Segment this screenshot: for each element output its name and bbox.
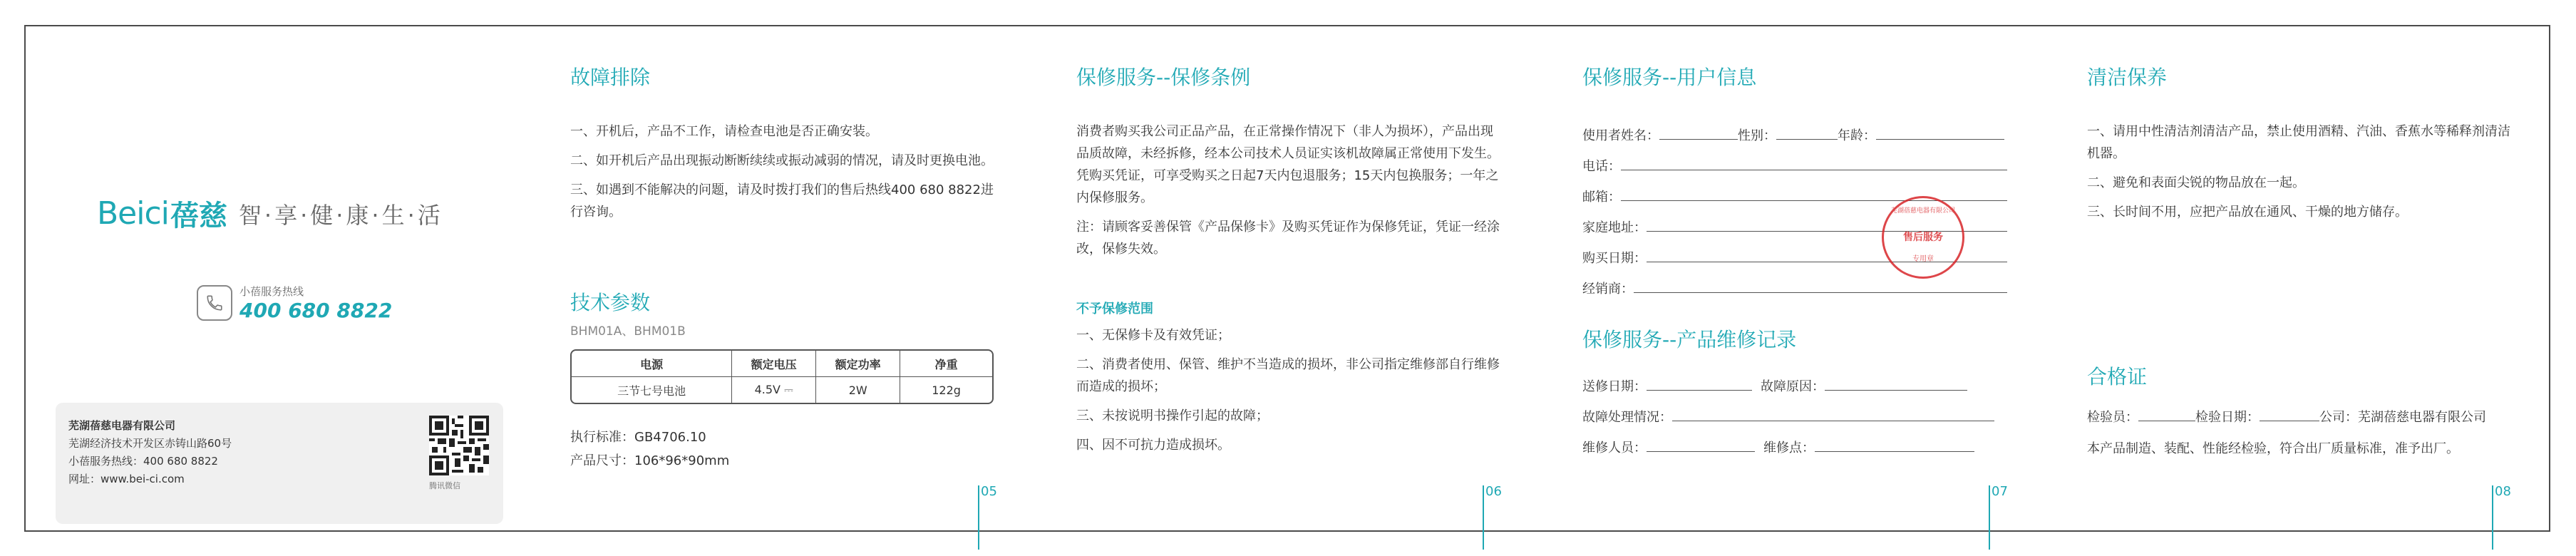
staff-label: 维修人员： <box>1582 441 1647 455</box>
company-info-card <box>56 403 503 524</box>
stamp-sub: 专用章 <box>1912 255 1934 263</box>
send-date-field[interactable] <box>1647 376 1752 391</box>
page-number: 08 <box>2495 484 2511 499</box>
warranty-para: 消费者购买我公司正品产品，在正常操作情况下（非人为损坏），产品出现品质故障，未经拆修，经本公司技术人员证实该机故障属正常使用下发生。凭购买凭证，可享受购买之日起7天内包退服务；15天内包换服务；一年之内保修服务。 <box>1076 124 1500 205</box>
exclusion-title: 不予保修范围 <box>1076 302 1153 316</box>
spec-header-row <box>572 351 992 377</box>
service-line: 小蓓服务热线：400 680 8822 <box>68 455 218 468</box>
page-number: 07 <box>1992 484 2008 499</box>
spec-header: 额定电压 <box>731 351 815 377</box>
reason-field[interactable] <box>1825 376 1967 391</box>
page-user-info <box>1582 25 2010 530</box>
buy-date-label: 购买日期： <box>1582 251 1647 266</box>
point-label: 维修点： <box>1763 441 1815 455</box>
inspector-field[interactable] <box>2138 406 2195 421</box>
company-line: 公司：芜湖蓓慈电器有限公司 <box>2319 410 2486 425</box>
hotline <box>197 284 392 322</box>
spec-table <box>570 349 994 404</box>
spec-header: 电源 <box>572 351 731 377</box>
inspect-date-label: 检验日期： <box>2195 410 2260 425</box>
name-field[interactable] <box>1659 125 1738 140</box>
red-seal-stamp <box>1882 196 1964 279</box>
page-warranty-terms <box>1076 25 1504 530</box>
row-staff <box>1582 437 1974 456</box>
warranty-note: 注：请顾客妥善保管《产品保修卡》及购买凭证作为保修凭证，凭证一经涂改，保修失效。 <box>1076 220 1500 257</box>
cleaning-title: 清洁保养 <box>2087 66 2168 89</box>
spec-header: 净重 <box>900 351 992 377</box>
exclusion-item: 一、无保修卡及有效凭证； <box>1076 328 1230 343</box>
cover-panel <box>26 25 525 530</box>
send-date-label: 送修日期： <box>1582 379 1647 394</box>
phone-field[interactable] <box>1621 155 2007 170</box>
cleaning-item: 一、请用中性清洁剂清洁产品，禁止使用酒精、汽油、香蕉水等稀释剂清洁机器。 <box>2087 124 2510 161</box>
size-text: 产品尺寸：106*96*90mm <box>570 453 730 468</box>
frame-bottom-border <box>24 530 2550 532</box>
qr-code-icon <box>429 416 489 475</box>
model-numbers: BHM01A、BHM01B <box>570 324 686 339</box>
email-field[interactable] <box>1621 186 2007 201</box>
user-info-title: 保修服务--用户信息 <box>1582 66 1757 89</box>
brand-en: Beici <box>97 195 169 232</box>
company-name: 芜湖蓓慈电器有限公司 <box>68 419 176 432</box>
phone-icon <box>197 285 232 321</box>
warranty-body <box>1076 120 1504 267</box>
handling-label: 故障处理情况： <box>1582 410 1672 425</box>
page-cleaning <box>2087 25 2515 530</box>
page-marker-line <box>1483 485 1484 550</box>
standard <box>570 426 706 448</box>
row-send <box>1582 376 1967 395</box>
brand-cn: 蓓慈 <box>170 200 227 232</box>
seller-label: 经销商： <box>1582 282 1634 297</box>
exclusion-item: 四、因不可抗力造成损坏。 <box>1076 438 1230 453</box>
staff-field[interactable] <box>1647 437 1755 452</box>
row-name <box>1582 125 2004 144</box>
gender-label: 性别： <box>1738 128 1776 143</box>
troubleshoot-item: 三、如遇到不能解决的问题，请及时拨打我们的售后热线400 680 8822进行咨询。 <box>570 182 994 220</box>
qr-caption: 腾讯微信 <box>429 481 460 490</box>
slogan: 智·享·健·康·生·活 <box>238 201 443 229</box>
cleaning-item: 三、长时间不用，应把产品放在通风、干燥的地方储存。 <box>2087 205 2408 220</box>
row-handling <box>1582 406 1994 426</box>
stamp-ring-text: 芜湖蓓慈电器有限公司 <box>1890 207 1955 215</box>
page-number: 05 <box>981 484 997 499</box>
page-troubleshooting <box>570 25 998 530</box>
exclusion-item: 二、消费者使用、保管、维护不当造成的损坏，非公司指定维修部自行维修而造成的损坏； <box>1076 357 1500 394</box>
brand-logo <box>97 193 443 234</box>
handling-field[interactable] <box>1672 406 1994 421</box>
reason-label: 故障原因： <box>1761 379 1825 394</box>
spec-header: 额定功率 <box>815 351 900 377</box>
email-label: 邮箱： <box>1582 190 1621 205</box>
cleaning-list <box>2087 120 2515 230</box>
size <box>570 450 729 472</box>
age-label: 年龄： <box>1838 128 1876 143</box>
repair-record-title: 保修服务--产品维修记录 <box>1582 328 1797 351</box>
standard-text: 执行标准：GB4706.10 <box>570 430 706 445</box>
spec-value-row <box>572 377 992 403</box>
warranty-title: 保修服务--保修条例 <box>1076 66 1251 89</box>
spec-value: 2W <box>815 377 900 403</box>
cleaning-item: 二、避免和表面尖锐的物品放在一起。 <box>2087 175 2305 190</box>
troubleshoot-item: 一、开机后，产品不工作，请检查电池是否正确安装。 <box>570 124 878 139</box>
spec-value: 122g <box>900 377 992 403</box>
exclusion-item: 三、未按说明书操作引起的故障； <box>1076 408 1269 423</box>
page-number: 06 <box>1485 484 1502 499</box>
row-phone <box>1582 155 2007 175</box>
page-marker-line <box>2492 485 2493 550</box>
name-label: 使用者姓名： <box>1582 128 1659 143</box>
page-marker-line <box>1989 485 1990 550</box>
troubleshoot-item: 二、如开机后产品出现振动断断续续或振动减弱的情况，请及时更换电池。 <box>570 153 994 168</box>
website: 网址：www.bei-ci.com <box>68 473 185 485</box>
address-label: 家庭地址： <box>1582 220 1647 235</box>
row-seller <box>1582 278 2007 297</box>
hotline-label: 小蓓服务热线 <box>239 285 304 298</box>
spec-value: 三节七号电池 <box>617 383 686 398</box>
hotline-number: 400 680 8822 <box>239 299 393 322</box>
point-field[interactable] <box>1815 437 1974 452</box>
seller-field[interactable] <box>1634 278 2007 293</box>
age-field[interactable] <box>1876 125 2004 140</box>
stamp-text: 售后服务 <box>1903 232 1943 243</box>
gender-field[interactable] <box>1776 125 1838 140</box>
troubleshoot-list <box>570 120 998 230</box>
inspector-label: 检验员： <box>2087 410 2138 425</box>
page-marker-line <box>978 485 979 550</box>
troubleshoot-title: 故障排除 <box>570 66 651 89</box>
spec-title: 技术参数 <box>570 291 651 314</box>
certificate-title: 合格证 <box>2087 365 2148 388</box>
phone-label: 电话： <box>1582 159 1621 174</box>
certificate-text: 本产品制造、装配、性能经检验，符合出厂质量标准，准予出厂。 <box>2087 441 2459 456</box>
company-address: 芜湖经济技术开发区赤铸山路60号 <box>68 437 232 450</box>
exclusion-list <box>1076 324 1504 463</box>
row-inspection <box>2087 406 2486 426</box>
frame-right-border <box>2549 25 2550 532</box>
spec-value: 4.5V ⎓ <box>731 377 815 403</box>
inspect-date-field[interactable] <box>2260 406 2319 421</box>
